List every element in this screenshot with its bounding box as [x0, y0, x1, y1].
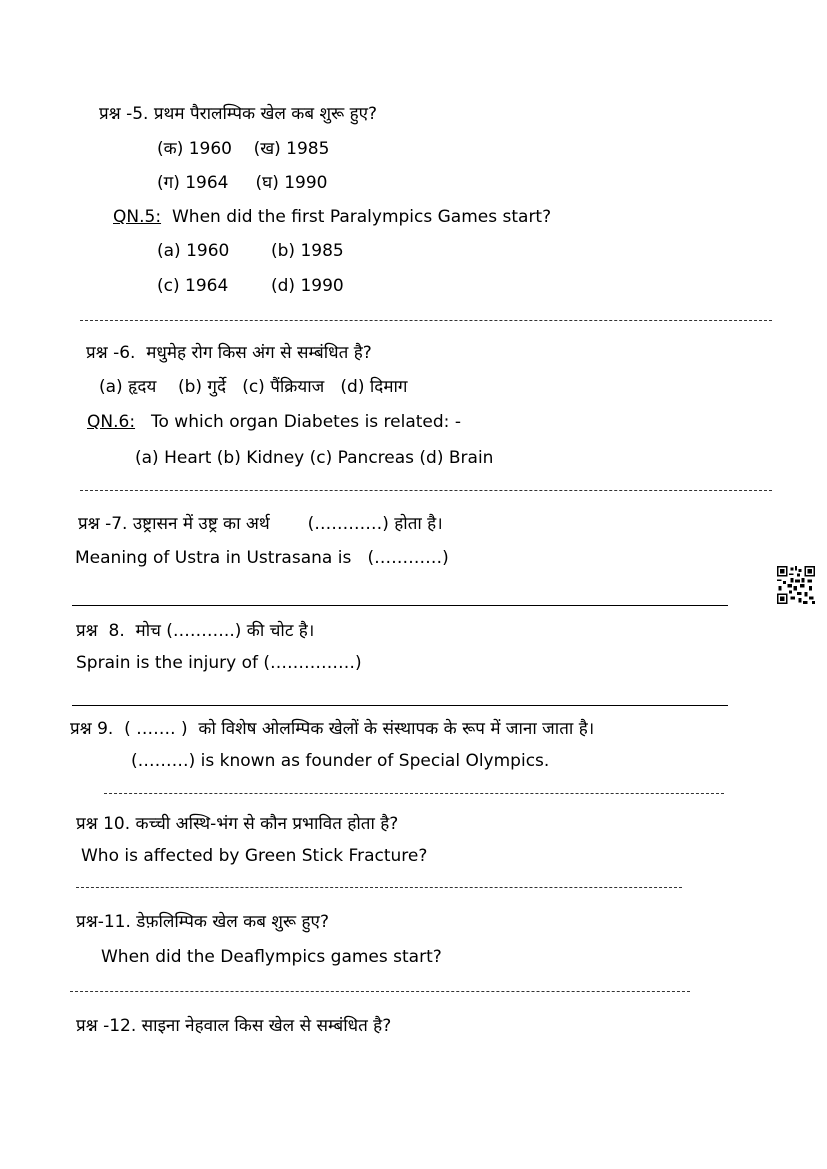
divider-dashed [80, 490, 772, 491]
q5-option-a: (a) 1960 [157, 241, 230, 261]
answer-line [72, 705, 728, 706]
q6-english-question: To which organ Diabetes is related: - [151, 412, 461, 432]
q9-english-question: (………) is known as founder of Special Olympics. [131, 751, 550, 771]
q5-english-label: QN.5: [113, 207, 162, 227]
divider-dashed [76, 887, 682, 888]
q6-hindi-options: (a) हृदय (b) गुर्दे (c) पैंक्रियाज (d) दिमाग [99, 377, 408, 397]
q5-option-b: (b) 1985 [271, 241, 344, 261]
q5-english-question: When did the first Paralympics Games start? [172, 207, 552, 227]
q8-english-question: Sprain is the injury of (……………) [76, 653, 362, 673]
q12-hindi-question: प्रश्न -12. साइना नेहवाल किस खेल से सम्बंधित है? [76, 1016, 392, 1036]
divider-dashed [70, 991, 690, 992]
q10-english-question: Who is affected by Green Stick Fracture? [81, 846, 428, 866]
answer-line [72, 605, 728, 606]
q8-hindi-question: प्रश्न 8. मोच (………..) की चोट है। [76, 621, 315, 641]
q5-hindi-question: प्रश्न -5. प्रथम पैरालम्पिक खेल कब शुरू हुए? [99, 104, 378, 124]
q10-hindi-question: प्रश्न 10. कच्ची अस्थि-भंग से कौन प्रभावित होता है? [76, 814, 399, 834]
q11-english-question: When did the Deaflympics games start? [101, 947, 442, 967]
qr-code-icon [777, 566, 815, 604]
q6-hindi-question: प्रश्न -6. मधुमेह रोग किस अंग से सम्बंधित है? [86, 343, 372, 363]
q7-english-question: Meaning of Ustra in Ustrasana is (…………) [75, 548, 449, 568]
q5-option-c: (c) 1964 [157, 276, 229, 296]
divider-dashed [80, 320, 772, 321]
q5-option-d: (d) 1990 [271, 276, 344, 296]
q11-hindi-question: प्रश्न-11. डेफ़लिम्पिक खेल कब शुरू हुए? [76, 912, 329, 932]
q6-english-options: (a) Heart (b) Kidney (c) Pancreas (d) Brain [135, 448, 494, 468]
q6-english-label: QN.6: [87, 412, 136, 432]
q5-hindi-options-row1: (क) 1960 (ख) 1985 [157, 139, 330, 159]
q9-hindi-question: प्रश्न 9. ( ……. ) को विशेष ओलम्पिक खेलों के संस्थापक के रूप में जाना जाता है। [70, 719, 595, 739]
q5-hindi-options-row2: (ग) 1964 (घ) 1990 [157, 173, 328, 193]
q7-hindi-question: प्रश्न -7. उष्ट्रासन में उष्ट्र का अर्थ (…………) होता है। [78, 514, 443, 534]
divider-dashed [104, 793, 724, 794]
